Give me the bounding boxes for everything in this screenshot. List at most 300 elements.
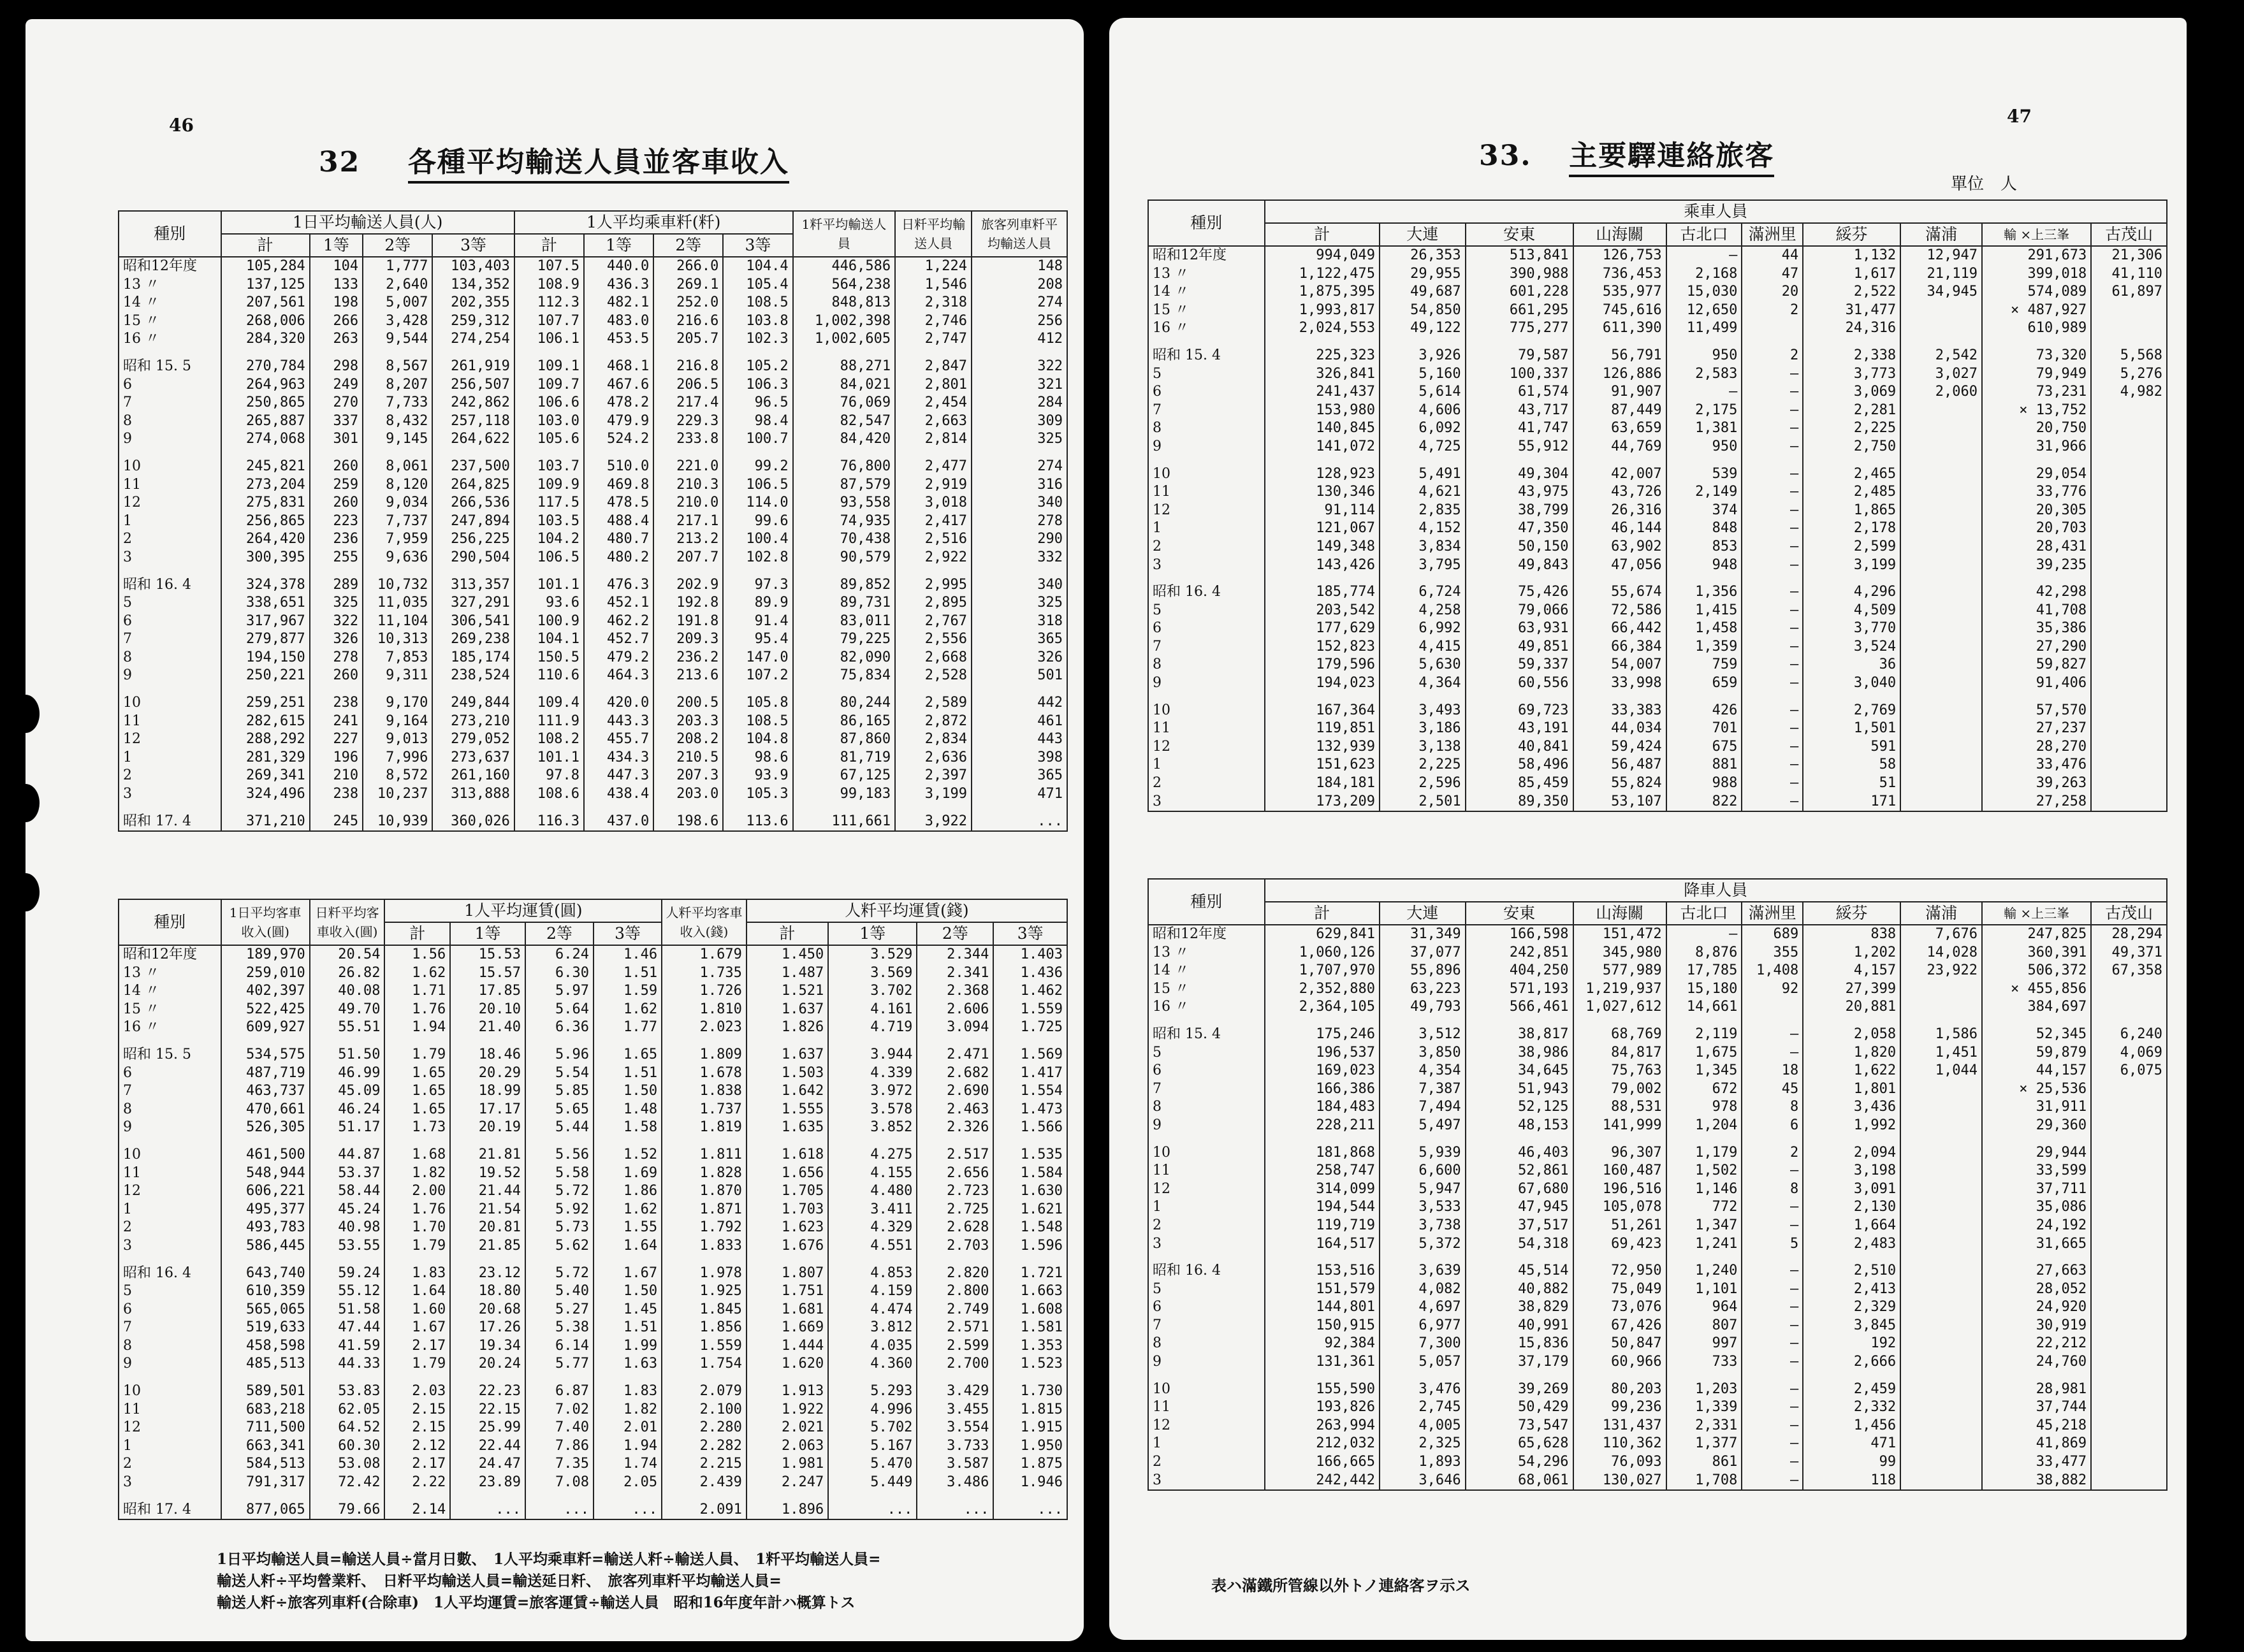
table-cell: 264,420 [221, 530, 310, 549]
table-row [1148, 1217, 2167, 1235]
table-cell: 3.812 [828, 1319, 917, 1337]
row-label: 11 [1148, 1398, 1265, 1417]
table-cell: 112.3 [514, 294, 584, 312]
table-cell: 153,980 [1265, 402, 1380, 420]
table-cell: 1,202 [1803, 944, 1900, 962]
table-cell: 2,413 [1803, 1280, 1900, 1299]
table-cell: 28,431 [1982, 538, 2091, 556]
left-page [26, 19, 1084, 1641]
table-cell: 3.972 [828, 1082, 917, 1101]
row-label: 9 [119, 1355, 221, 1373]
table-cell: 143,426 [1265, 556, 1380, 575]
col-station: 安東 [1466, 902, 1573, 925]
table-cell [384, 1037, 450, 1046]
table-cell: 104.8 [723, 730, 792, 749]
table-cell [1900, 1135, 1982, 1144]
table-cell: ... [828, 1501, 917, 1520]
table-cell [525, 1137, 594, 1146]
table-cell: 1.833 [662, 1237, 747, 1256]
table-cell: 30,919 [1982, 1317, 2091, 1335]
table-row [119, 945, 1067, 964]
table-cell: 5.97 [525, 982, 594, 1001]
row-label: 6 [1148, 1298, 1265, 1317]
table-cell: 73,547 [1466, 1417, 1573, 1435]
table-row [1148, 1117, 2167, 1135]
table-cell [1900, 1380, 1982, 1399]
table-cell: 28,981 [1982, 1380, 2091, 1399]
table-cell: 659 [1666, 674, 1742, 693]
table-cell: 1.353 [993, 1337, 1067, 1356]
table-cell: 2.628 [917, 1219, 993, 1237]
table-cell: 38,986 [1466, 1044, 1573, 1062]
table-cell: 20.81 [450, 1219, 525, 1237]
table-cell: 2.063 [747, 1437, 828, 1456]
table-cell: 126,753 [1573, 246, 1666, 265]
table-cell: 261,160 [432, 767, 514, 785]
table-cell: 1.487 [747, 964, 828, 983]
table-cell: 6,075 [2091, 1062, 2167, 1080]
table-cell: 1.554 [993, 1082, 1067, 1101]
table-cell: 81,719 [793, 749, 896, 767]
table-cell [1900, 1398, 1982, 1417]
table-cell: 210 [310, 767, 363, 785]
table-cell: 41.59 [310, 1337, 385, 1356]
table-cell: 4.159 [828, 1282, 917, 1301]
table-cell: 2,175 [1666, 402, 1742, 420]
table-cell [895, 449, 972, 458]
col-station: 綏芬 [1803, 902, 1900, 925]
table-cell: 171 [1803, 793, 1900, 812]
row-label: 昭和12年度 [1148, 925, 1265, 944]
table-cell: 1,204 [1666, 1117, 1742, 1135]
row-label: 10 [1148, 1380, 1265, 1399]
group-boarding: 乘車人員 [1265, 200, 2167, 223]
table-row [1148, 962, 2167, 980]
table-cell [1265, 1135, 1380, 1144]
table-cell [1900, 620, 1982, 638]
table-cell: 93.6 [514, 594, 584, 612]
table-cell: 242,862 [432, 394, 514, 412]
table-cell: 2.023 [662, 1018, 747, 1037]
table-cell: 37,711 [1982, 1180, 2091, 1199]
table-cell: 3,795 [1380, 556, 1466, 575]
table-cell: 571,193 [1466, 980, 1573, 999]
table-cell: 7,853 [363, 649, 432, 667]
table-cell: 629,841 [1265, 925, 1380, 944]
table-cell: 1.62 [594, 1201, 662, 1219]
row-label: 1 [1148, 756, 1265, 774]
table-cell: 47.44 [310, 1319, 385, 1337]
table-cell [1900, 419, 1982, 438]
col-class3: 3等 [432, 234, 514, 257]
table-cell: 487,719 [221, 1064, 310, 1083]
table-cell: 689 [1742, 925, 1803, 944]
table-cell [594, 1256, 662, 1264]
table-cell [1900, 1198, 1982, 1217]
table-cell: 21.85 [450, 1237, 525, 1256]
table-cell: 103,403 [432, 257, 514, 276]
table-cell: 4,697 [1380, 1298, 1466, 1317]
table-cell: 440.0 [584, 257, 653, 276]
table-cell: 45.24 [310, 1201, 385, 1219]
table-row [1148, 656, 2167, 674]
table-row [119, 1256, 1067, 1264]
table-cell [221, 804, 310, 813]
table-cell: 2,599 [1803, 538, 1900, 556]
table-cell: 21.54 [450, 1201, 525, 1219]
table-cell: 3,198 [1803, 1162, 1900, 1180]
table-cell: 270,784 [221, 358, 310, 376]
table-cell: 141,072 [1265, 438, 1380, 456]
table-cell: 775,277 [1466, 319, 1573, 338]
notes [217, 1549, 1071, 1614]
table-cell: 2,542 [1900, 347, 1982, 365]
table-row [1148, 702, 2167, 720]
table-cell: 3,138 [1380, 738, 1466, 757]
table-cell: 5,160 [1380, 365, 1466, 384]
table-cell: 3,639 [1380, 1262, 1466, 1280]
table-cell: 193,826 [1265, 1398, 1380, 1417]
table-cell: 1,219,937 [1573, 980, 1666, 999]
row-label: 6 [119, 1064, 221, 1083]
table-cell [2091, 402, 2167, 420]
table-cell [584, 449, 653, 458]
table-cell [1803, 1372, 1900, 1380]
table-cell: 166,598 [1466, 925, 1573, 944]
table-cell: 47,945 [1466, 1198, 1573, 1217]
table-cell: 9,013 [363, 730, 432, 749]
table-cell: 611,390 [1573, 319, 1666, 338]
table-cell: 2.700 [917, 1355, 993, 1373]
table-cell: 3.587 [917, 1455, 993, 1474]
table-cell [653, 804, 723, 813]
table-row [119, 394, 1067, 412]
table-cell: 52,345 [1982, 1025, 2091, 1044]
table-cell: 189,970 [221, 945, 310, 964]
row-label [119, 349, 221, 358]
table-cell: 2.471 [917, 1046, 993, 1064]
table-cell: 92 [1742, 980, 1803, 999]
col-station: 滿洲里 [1742, 223, 1803, 246]
table-cell: 79,949 [1982, 365, 2091, 384]
table-row [1148, 693, 2167, 702]
table-cell: 1.77 [594, 1018, 662, 1037]
col-total: 計 [221, 234, 310, 257]
table-cell: 2,666 [1803, 1353, 1900, 1372]
table-cell: — [1742, 438, 1803, 456]
table-cell: 360,391 [1982, 944, 2091, 962]
table-cell: 4.551 [828, 1237, 917, 1256]
table-cell: 46.99 [310, 1064, 385, 1083]
table-cell: — [1742, 656, 1803, 674]
table-cell: 848 [1666, 519, 1742, 538]
table-row [1148, 944, 2167, 962]
table-cell [1900, 1472, 1982, 1491]
table-cell: 9,544 [363, 330, 432, 349]
table-cell [2091, 419, 2167, 438]
table-cell: 28,270 [1982, 738, 2091, 757]
table-cell [1380, 693, 1466, 702]
table-row [1148, 574, 2167, 583]
table-cell [2091, 1280, 2167, 1299]
table-cell: 66,442 [1573, 620, 1666, 638]
table-cell [1742, 1253, 1803, 1262]
table-cell: 2,465 [1803, 465, 1900, 484]
table-cell: 478.2 [584, 394, 653, 412]
table-cell: 5 [1742, 1235, 1803, 1254]
table-cell: 203,542 [1265, 602, 1380, 620]
table-cell: 43,191 [1466, 720, 1573, 738]
table-cell: 107.7 [514, 312, 584, 331]
table-cell [993, 1037, 1067, 1046]
row-label: 昭和12年度 [1148, 246, 1265, 265]
table-cell: 108.6 [514, 785, 584, 804]
table-cell: 1.67 [594, 1264, 662, 1283]
row-label: 1 [1148, 1435, 1265, 1453]
table-cell [1803, 1017, 1900, 1025]
binding-hole [26, 695, 40, 733]
table-cell [1742, 693, 1803, 702]
table-cell: 20.54 [310, 945, 385, 964]
row-label: 12 [119, 494, 221, 512]
table-cell: 44,769 [1573, 438, 1666, 456]
table-number: 33. [1479, 140, 1532, 172]
table-cell: 1.555 [747, 1101, 828, 1119]
table-cell [1466, 693, 1573, 702]
binding-hole [26, 873, 40, 911]
table-cell: 3,199 [895, 785, 972, 804]
table-row [1148, 998, 2167, 1017]
table-cell: 19.52 [450, 1164, 525, 1183]
table-cell: 1,586 [1900, 1025, 1982, 1044]
row-label: 昭和 17. 4 [119, 813, 221, 832]
binding-hole [26, 784, 40, 822]
table-cell: 384,697 [1982, 998, 2091, 1017]
row-label: 16 〃 [1148, 998, 1265, 1017]
table-cell: 6,240 [2091, 1025, 2167, 1044]
table-cell [1900, 793, 1982, 812]
table-cell: 8,061 [363, 458, 432, 476]
table-row [1148, 338, 2167, 347]
table-cell: 209.3 [653, 630, 723, 649]
table-cell [2091, 456, 2167, 465]
table-cell: 63,931 [1466, 620, 1573, 638]
table-cell: 3,533 [1380, 1198, 1466, 1217]
table-cell: — [1742, 583, 1803, 602]
table-cell: 881 [1666, 756, 1742, 774]
table-row [119, 567, 1067, 576]
table-cell: 609,927 [221, 1018, 310, 1037]
table-cell: 4.329 [828, 1219, 917, 1237]
table-cell: 8 [1742, 1098, 1803, 1117]
table-cell: 141,999 [1573, 1117, 1666, 1135]
table-cell: 2.368 [917, 982, 993, 1001]
table-row [1148, 1017, 2167, 1025]
table-cell: 1,345 [1666, 1062, 1742, 1080]
table-cell [747, 1492, 828, 1501]
table-cell: 462.2 [584, 612, 653, 631]
table-cell: 3,850 [1380, 1044, 1466, 1062]
table-cell: 207.3 [653, 767, 723, 785]
table-cell: 45,514 [1466, 1262, 1573, 1280]
table-cell [1803, 693, 1900, 702]
table-cell: 591 [1803, 738, 1900, 757]
table-cell: 101.1 [514, 749, 584, 767]
table-row [1148, 319, 2167, 338]
table-cell: 5.85 [525, 1082, 594, 1101]
table-cell: 1,993,817 [1265, 301, 1380, 320]
table-cell: 7,494 [1380, 1098, 1466, 1117]
table-cell: 1.726 [662, 982, 747, 1001]
row-label: 3 [1148, 1472, 1265, 1491]
table-cell: 1.620 [747, 1355, 828, 1373]
table-cell: 1,801 [1803, 1080, 1900, 1099]
table-cell: 8,432 [363, 412, 432, 431]
table-cell: 108.9 [514, 276, 584, 294]
table-cell: 100.4 [723, 530, 792, 549]
table-cell: 152,823 [1265, 638, 1380, 656]
table-cell: 3,845 [1803, 1317, 1900, 1335]
table-cell: 55.12 [310, 1282, 385, 1301]
table-cell: 4,621 [1380, 483, 1466, 502]
table-cell: 1,122,475 [1265, 265, 1380, 284]
table-cell: 2.341 [917, 964, 993, 983]
table-cell [2091, 1198, 2167, 1217]
row-label [119, 567, 221, 576]
table-cell: 2,459 [1803, 1380, 1900, 1399]
table-cell: 49,371 [2091, 944, 2167, 962]
table-cell: 2,919 [895, 476, 972, 495]
table-cell: 4.480 [828, 1182, 917, 1201]
table-cell: 1.754 [662, 1355, 747, 1373]
table-cell: 1,408 [1742, 962, 1803, 980]
row-label: 1 [119, 1437, 221, 1456]
table-cell [2091, 1162, 2167, 1180]
table-cell [525, 1256, 594, 1264]
table-row [1148, 1380, 2167, 1399]
table-cell: 185,174 [432, 649, 514, 667]
table-cell: 298 [310, 358, 363, 376]
table-cell: 10,939 [363, 813, 432, 832]
table-cell: 8,207 [363, 376, 432, 395]
table-cell: 2,835 [1380, 502, 1466, 520]
table-cell: 212,032 [1265, 1435, 1380, 1453]
table-cell [1900, 1335, 1982, 1353]
table-cell: 37,517 [1466, 1217, 1573, 1235]
table-cell: 279,052 [432, 730, 514, 749]
table-cell: 269,238 [432, 630, 514, 649]
table-cell [525, 1037, 594, 1046]
table-cell: — [1742, 1353, 1803, 1372]
table-cell: — [1742, 1317, 1803, 1335]
table-cell: — [1742, 365, 1803, 384]
table-cell: 49,843 [1466, 556, 1573, 575]
table-cell: ... [993, 1501, 1067, 1520]
table-cell: 2.15 [384, 1401, 450, 1419]
row-label: 11 [119, 713, 221, 731]
table-cell: 5.72 [525, 1264, 594, 1283]
table-row [119, 1355, 1067, 1373]
table-cell: 1.45 [594, 1301, 662, 1319]
table-cell: 59,424 [1573, 738, 1666, 757]
table-cell: 1.68 [384, 1146, 450, 1164]
table-cell: — [1742, 1162, 1803, 1180]
table-cell: 89,731 [793, 594, 896, 612]
table-row [1148, 583, 2167, 602]
table-row [1148, 438, 2167, 456]
table-cell: 2,364,105 [1265, 998, 1380, 1017]
table-cell: — [1742, 1217, 1803, 1235]
table-cell: 41,747 [1466, 419, 1573, 438]
table-cell: 360,026 [432, 813, 514, 832]
table-cell [1803, 338, 1900, 347]
table-row [119, 349, 1067, 358]
table-cell: 217.1 [653, 512, 723, 531]
row-label: 5 [119, 1282, 221, 1301]
table-cell: 59,879 [1982, 1044, 2091, 1062]
table-row [119, 1282, 1067, 1301]
table-cell: 1.444 [747, 1337, 828, 1356]
table-cell: 1.618 [747, 1146, 828, 1164]
table-cell: 5,497 [1380, 1117, 1466, 1135]
table-cell: 2,767 [895, 612, 972, 631]
table-cell: 121,067 [1265, 519, 1380, 538]
table-cell [1982, 456, 2091, 465]
table-row [1148, 1317, 2167, 1335]
table-cell: 247,894 [432, 512, 514, 531]
table-cell: 264,622 [432, 430, 514, 449]
table-cell [1466, 1017, 1573, 1025]
col-station: 古北口 [1666, 902, 1742, 925]
table-cell [1265, 574, 1380, 583]
table-cell: 2.326 [917, 1119, 993, 1137]
col-class1: 1等 [450, 922, 525, 945]
table-row [119, 1001, 1067, 1019]
table-cell: 2.280 [662, 1419, 747, 1437]
row-label: 13 〃 [119, 276, 221, 294]
table-cell: 5,276 [2091, 365, 2167, 384]
table-cell: 2,814 [895, 430, 972, 449]
table-cell: 5.293 [828, 1382, 917, 1401]
table-cell: 96.5 [723, 394, 792, 412]
table-row [1148, 1144, 2167, 1163]
table-row [1148, 602, 2167, 620]
table-cell: — [1742, 402, 1803, 420]
table-cell [594, 1037, 662, 1046]
table-cell: 3,186 [1380, 720, 1466, 738]
table-cell: 1,377 [1666, 1435, 1742, 1453]
table-cell: 9,034 [363, 494, 432, 512]
table-cell [1900, 1180, 1982, 1199]
row-label: 6 [119, 612, 221, 631]
table-cell: 1.810 [662, 1001, 747, 1019]
table-cell [723, 449, 792, 458]
table-cell [1982, 338, 2091, 347]
table-row [1148, 1435, 2167, 1453]
table-cell [525, 1492, 594, 1501]
row-label: 14 〃 [1148, 962, 1265, 980]
row-label: 昭和 15. 5 [119, 1046, 221, 1064]
row-label: 6 [1148, 383, 1265, 402]
table-cell [662, 1256, 747, 1264]
table-cell: 63,902 [1573, 538, 1666, 556]
table-cell: 5.64 [525, 1001, 594, 1019]
table-cell [653, 685, 723, 694]
table-cell [2091, 1453, 2167, 1472]
table-cell: 1,546 [895, 276, 972, 294]
table-cell [1900, 1353, 1982, 1372]
table-cell: 1.569 [993, 1046, 1067, 1064]
